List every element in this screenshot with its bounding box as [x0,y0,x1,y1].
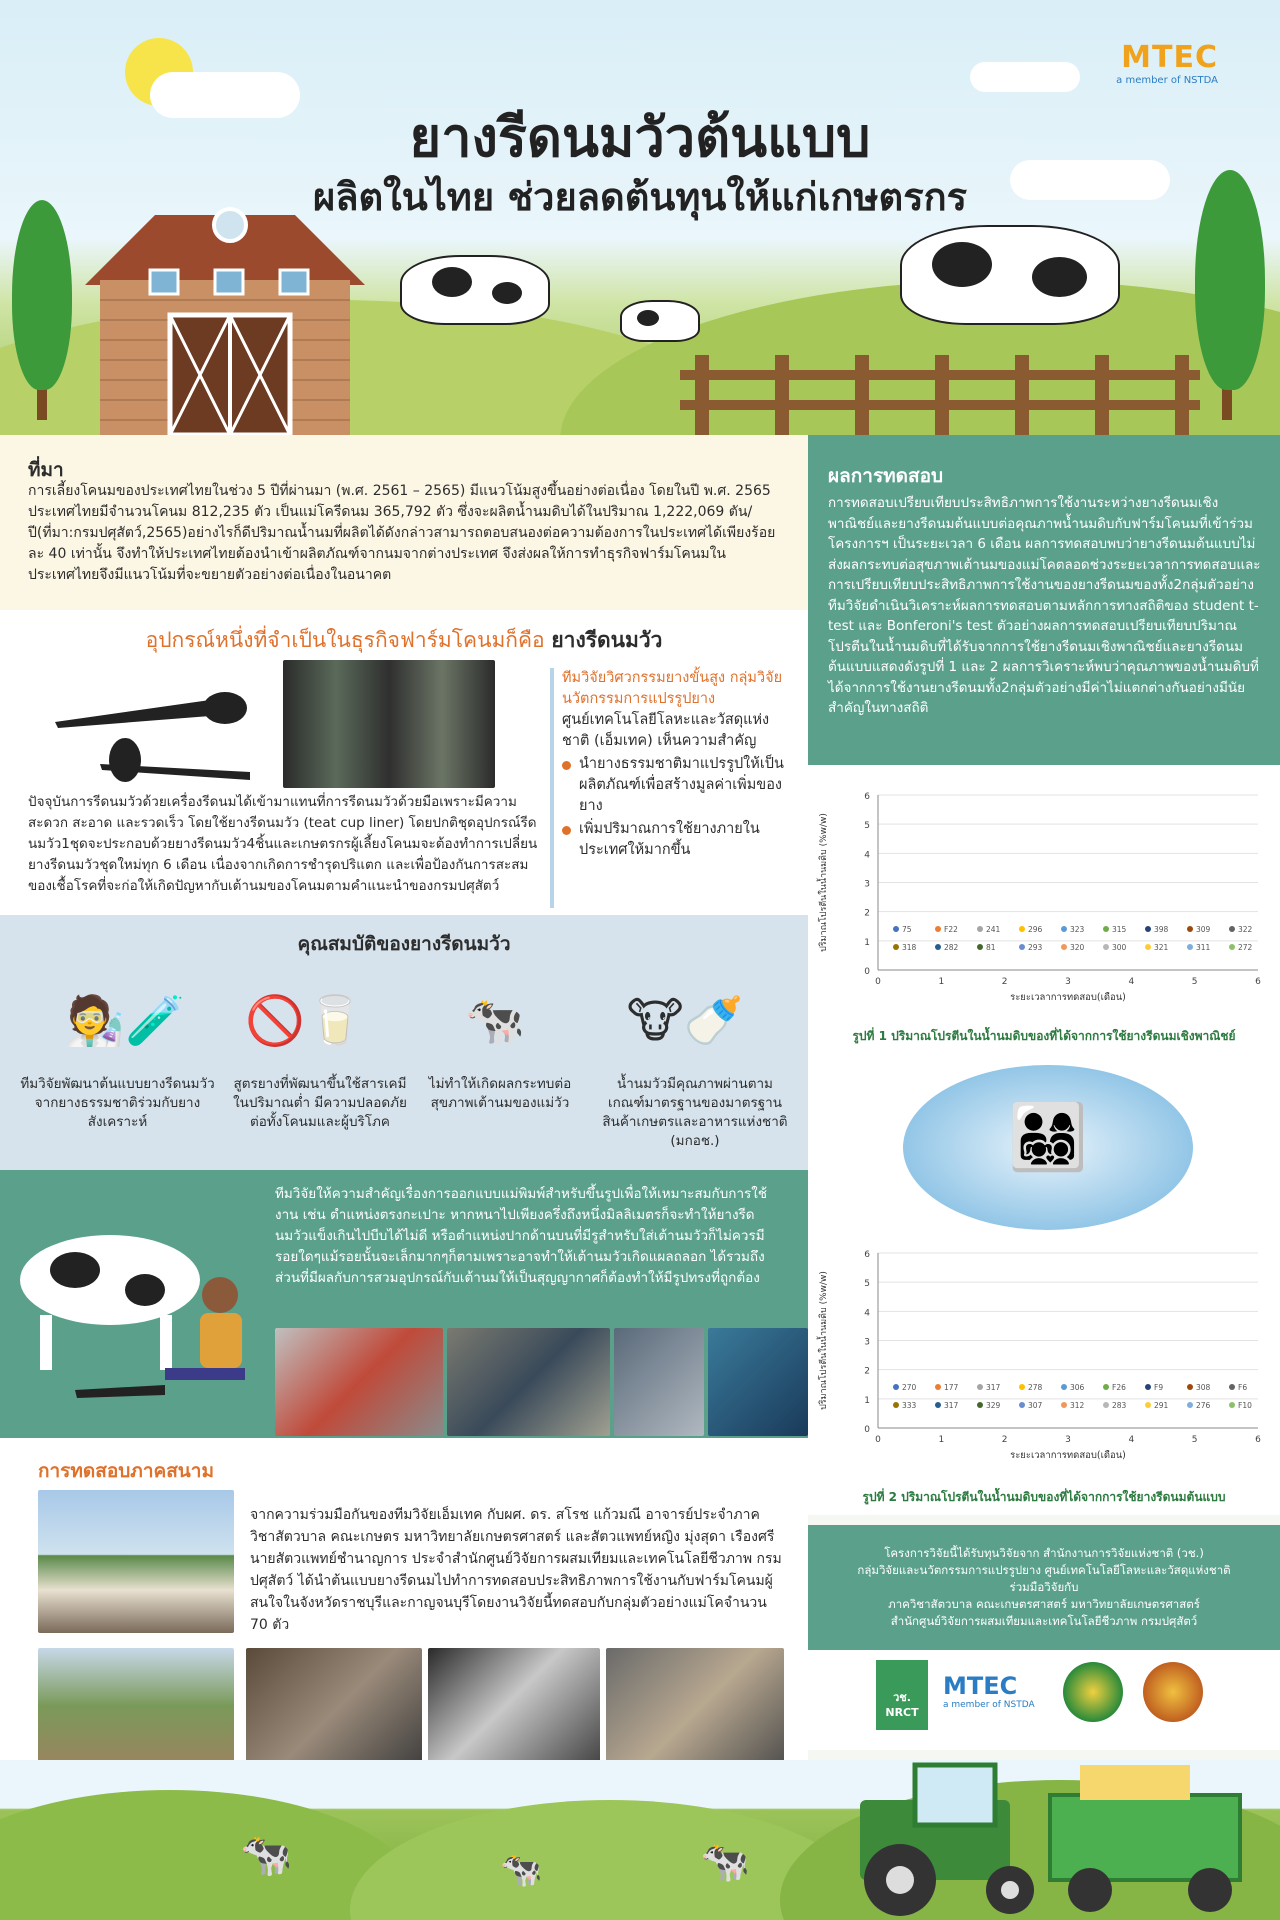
legend-label: 322 [1238,925,1253,934]
results-section [808,435,1280,765]
results-text: การทดสอบเปรียบเทียบประสิทธิภาพการใช้งานระหว่างยางรีดนมเชิงพาณิชย์และยางรีดนมต้นแบบต่อคุณภาพน้ำนมดิบกับฟาร์มโคนมที่เข้าร่วมโครงการฯ เป็นระยะเวลา 6 เดือน ผลการทดสอบพบว่ายางรีดนมต้นแบบไม่ส่งผลกระทบต่อสุขภาพเต้านมของแม่โคตลอดช่วงระยะเวลาการทดสอบและการเปรียบเทียบประสิทธิภาพการใช้งานของยางรีดนมของทั้ง2กลุ่มตัวอย่างทีมวิจัยดำเนินวิเคราะห์ผลการทดสอบตามหลักการทางสถิติของ student t-test และ Bonferoni's test ตัวอย่างผลการทดสอบเปรียบเทียบปริมาณโปรตีนในน้ำนมดิบที่ได้รับจากการใช้ยางรีดนมเชิงพาณิชย์และยางรีดนมต้นแบบแสดงดังรูปที่ 1 และ 2 ผลการวิเคราะห์พบว่าคุณภาพของน้ำนมดิบที่ได้จากการใช้งานยางรีดนมทั้ง2กลุ่มตัวอย่างมีค่าไม่แตกต่างกันอย่างมีนัยสำคัญในทางสถิติ [828,495,1261,716]
legend-marker [977,1384,983,1390]
y-tick-label: 0 [864,967,870,977]
y-axis-label: ปริมาณโปรตีนในน้ำนมดิบ (%w/w) [819,813,829,952]
calf-icon [620,300,700,342]
chart-1-caption: รูปที่ 1 ปริมาณโปรตีนในน้ำนมดิบของที่ได้จากการใช้ยางรีดนมเชิงพาณิชย์ [852,1029,1236,1043]
legend-marker [1103,1402,1109,1408]
cow-shed-photo [606,1648,784,1776]
y-tick-label: 6 [864,1250,870,1260]
equipment-text: ปัจจุบันการรีดนมวัวด้วยเครื่องรีดนมได้เข้ามาแทนที่การรีดนมวัวด้วยมือเพราะมีความสะดวก สะอาด และรวดเร็ว โดยใช้ยางรีดนมวัว (teat cup liner) โดยปกติชุดอุปกรณ์รีดนมวัว1ชุดจะประกอบด้วยยางรีดนมวัว4ชิ้นและเกษตรกรผู้เลี้ยงโคนมจะต้องทำการเปลี่ยนยางรีดนมวัวชุดใหม่ทุก 6 เดือน เนื่องจากเกิดการชำรุดปริแตก และเพื่อป้องกันการสะสมของเชื้อโรคที่จะก่อให้เกิดปัญหากับเต้านมของโคนมตามคำแนะนำของกรมปศุสัตว์ [28,794,538,894]
legend-marker [893,944,899,950]
x-axis-label: ระยะเวลาการทดสอบ(เดือน) [1010,992,1126,1003]
y-tick-label: 5 [864,821,870,832]
mtec-logo: MTEC a member of NSTDA [943,1672,1035,1710]
legend-label: 283 [1112,1401,1127,1410]
cow-icon: 🐄 [465,992,525,1049]
y-tick-label: 5 [864,1279,870,1290]
team-box [562,668,794,861]
legend-label: 81 [986,943,996,952]
x-tick-label: 6 [1255,977,1261,987]
hero-banner [0,0,1280,435]
equipment-heading: อุปกรณ์หนึ่งที่จำเป็นในธุรกิจฟาร์มโคนมก็คือ ยางรีดนมวัว [145,628,663,652]
tree-icon [1195,170,1265,390]
legend-label: 333 [902,1401,917,1410]
cloud-icon [970,62,1080,92]
legend-marker [1187,1384,1193,1390]
field-text: จากความร่วมมือกันของทีมวิจัยเอ็มเทค กับผศ. ดร. สโรช แก้วมณี อาจารย์ประจำภาควิชาสัตวบาล คณะเกษตร มหาวิทยาลัยเกษตรศาสตร์ และสัตวแพทย์หญิง มุ่งสุดา เรืองศรีนายสัตวแพทย์ชำนาญการ ประจำสำนักศูนย์วิจัยการผสมเทียมและเทคโนโลยีชีวภาพ กรมปศุสัตว์ ได้นำต้นแบบยางรีดนมไปทำการทดสอบประสิทธิภาพการใช้งานกับฟาร์มโคนมผู้สนใจในจังหวัดราชบุรีและกาญจนบุรีโดยงานวิจัยนี้ทดสอบกับกลุ่มตัวอย่างแม่โคจำนวน 70 ตัว [250,1507,782,1633]
cow-icon: 🐄 [500,1850,543,1890]
legend-marker [1145,926,1151,932]
milk-bottles-icon: 🐮🍼 [626,992,744,1049]
tree-icon [12,200,72,390]
cow-icon: 🐄 [240,1830,293,1879]
charts-area [808,765,1280,1515]
scientist-lab-icon: 🧑‍🔬🧪 [65,992,185,1049]
legend-label: F22 [944,925,958,934]
funding-section [808,1525,1280,1650]
legend-marker [935,926,941,932]
legend-label: 75 [902,925,912,934]
legend-label: 317 [986,1383,1001,1392]
partner-logos [808,1650,1280,1750]
cow-icon [900,225,1120,325]
family-drinking-milk-illustration: 👨‍👩‍👧‍👦 [903,1065,1193,1230]
kasetsart-university-logo [1063,1662,1123,1722]
y-tick-label: 4 [864,850,870,861]
barn-icon [75,175,375,435]
legend-label: 307 [1028,1401,1043,1410]
fence-icon [680,345,1200,435]
legend-label: 317 [944,1401,959,1410]
legend-label: 291 [1154,1401,1169,1410]
results-heading: ผลการทดสอบ [828,465,944,487]
legend-label: 270 [902,1383,917,1392]
legend-label: 241 [986,925,1001,934]
x-tick-label: 6 [1255,1435,1261,1445]
legend-marker [977,1402,983,1408]
x-tick-label: 1 [938,1435,945,1445]
property-item: ไม่ทำให้เกิดผลกระทบต่อสุขภาพเต้านมของแม่วัว [428,1076,572,1111]
legend-marker [1019,944,1025,950]
legend-label: 306 [1070,1383,1085,1392]
chart-2 [808,1243,1280,1483]
machine-photo [614,1328,704,1436]
footer-scene [0,1760,1280,1920]
legend-label: F6 [1238,1383,1248,1392]
legend-marker [1229,1384,1235,1390]
properties-heading: คุณสมบัติของยางรีดนมวัว [297,933,511,955]
legend-label: 276 [1196,1401,1211,1410]
y-tick-label: 1 [864,937,870,948]
legend-marker [1019,1384,1025,1390]
legend-marker [1061,944,1067,950]
x-tick-label: 5 [1191,977,1198,987]
legend-marker [1103,926,1109,932]
property-item: สูตรยางที่พัฒนาขึ้นใช้สารเคมีในปริมาณต่ำ มีความปลอดภัยต่อทั้งโคนมและผู้บริโภค [233,1076,407,1130]
legend-marker [1019,1402,1025,1408]
cow-icon [400,255,550,325]
legend-marker [1187,1402,1193,1408]
field-heading: การทดสอบภาคสนาม [38,1460,214,1482]
team-bullet: เพิ่มปริมาณการใช้ยางภายในประเทศให้มากขึ้น [562,819,794,861]
chart-1 [808,785,1280,1025]
farmer-milking-cow-icon [15,1210,250,1420]
legend-label: 323 [1070,925,1085,934]
origin-heading: ที่มา [28,459,64,481]
legend-label: 312 [1070,1401,1085,1410]
design-section [0,1170,808,1438]
legend-label: 300 [1112,943,1127,952]
livestock-department-logo [1143,1662,1203,1722]
x-axis-label: ระยะเวลาการทดสอบ(เดือน) [1010,1450,1126,1461]
y-tick-label: 2 [864,1366,870,1377]
x-tick-label: 3 [1065,1435,1071,1445]
bullet-icon [562,761,571,770]
origin-text: การเลี้ยงโคนมของประเทศไทยในช่วง 5 ปีที่ผ่านมา (พ.ศ. 2561 – 2565) มีแนวโน้มสูงขึ้นอย่างต่อเนื่อง โดยในปี พ.ศ. 2565 ประเทศไทยมีจำนวนโคนม 812,235 ตัว เป็นแม่โครีดนม 365,792 ตัว ซึ่งจะผลิตน้ำนมดิบได้ในปริมาณ 1,222,069 ตัน/ปี(ที่มา:กรมปศุสัตว์,2565)อย่างไรก็ดีปริมาณน้ำนมที่ผลิตได้ดังกล่าวสามารถตอบสนองต่อความต้องการในประเทศได้เพียงร้อยละ 40 เท่านั้น จึงทำให้ประเทศไทยต้องนำเข้าผลิตภัณฑ์จากนมจากต่างประเทศ จึงส่งผลให้การทำธุรกิจฟาร์มโคนมในประเทศไทยจึงมีแนวโน้มที่จะขยายตัวอย่างต่อเนื่องในอนาคต [28,483,776,583]
legend-marker [893,1402,899,1408]
legend-marker [1187,944,1193,950]
legend-marker [1145,944,1151,950]
nrct-logo: วช. NRCT [876,1660,928,1730]
legend-marker [977,926,983,932]
legend-marker [1145,1402,1151,1408]
x-tick-label: 5 [1191,1435,1198,1445]
legend-label: F10 [1238,1401,1252,1410]
legend-label: 293 [1028,943,1043,952]
page-title: ยางรีดนมวัวต้นแบบ [409,106,871,169]
cows-feeding-photo [428,1648,600,1776]
legend-marker [1229,944,1235,950]
team-bullet: นำยางธรรมชาติมาแปรรูปให้เป็นผลิตภัณฑ์เพื่อสร้างมูลค่าเพิ่มของยาง [562,754,794,817]
origin-section [0,435,808,610]
y-tick-label: 0 [864,1425,870,1435]
y-tick-label: 2 [864,908,870,919]
field-test-section [0,1438,808,1778]
milk-carton-icon: 🚫🥛 [245,992,365,1049]
y-tick-label: 1 [864,1395,870,1406]
legend-marker [893,926,899,932]
legend-label: 321 [1154,943,1169,952]
legend-marker [935,944,941,950]
bullet-icon [562,826,571,835]
legend-label: 315 [1112,925,1127,934]
legend-marker [1103,1384,1109,1390]
legend-label: 318 [902,943,917,952]
team-heading: ทีมวิจัยวิศวกรรมยางขั้นสูง กลุ่มวิจัยนวัตกรรมการแปรรูปยาง [562,670,783,707]
legend-label: 296 [1028,925,1043,934]
mtec-logo: MTEC a member of NSTDA [1116,40,1218,86]
legend-label: 309 [1196,925,1211,934]
legend-label: 308 [1196,1383,1211,1392]
x-tick-label: 2 [1001,977,1008,987]
x-tick-label: 3 [1065,977,1071,987]
legend-label: 329 [986,1401,1001,1410]
legend-marker [1187,926,1193,932]
equipment-section [0,610,808,915]
legend-marker [1061,1384,1067,1390]
legend-marker [1229,1402,1235,1408]
team-sub: ศูนย์เทคโนโลยีโลหะและวัสดุแห่งชาติ (เอ็มเทค) เห็นความสำคัญ [562,712,770,749]
milking-machine-photo [283,660,495,788]
design-text: ทีมวิจัยให้ความสำคัญเรื่องการออกแบบแม่พิมพ์สำหรับขึ้นรูปเพื่อให้เหมาะสมกับการใช้งาน เช่น ตำแหน่งตรงกะเปาะ หากหนาไปเพียงครึ่งถึงหนึ่งมิลลิเมตรก็จะทำให้ยางรีดนมวัวแข็งเกินไปบีบได้ไม่ดี หรือตำแหน่งปากด้านบนที่มีรูสำหรับใส่เต้านมวัวก็ไม่ควรมีรอยใดๆแม้รอยนั้นจะเล็กมากๆก็ตามเพราะอาจทำให้เต้านมวัวเกิดแผลถลอก ได้รวมถึงส่วนที่มีผลกับการสวมอุปกรณ์กับเต้านมให้เป็นสุญญากาศก็ต้องทำให้มีรูปทรงที่ถูกต้อง [275,1186,768,1286]
y-axis-label: ปริมาณโปรตีนในน้ำนมดิบ (%w/w) [819,1271,829,1410]
legend-marker [935,1384,941,1390]
legend-marker [1019,926,1025,932]
legend-label: 272 [1238,943,1253,952]
y-tick-label: 3 [864,879,870,890]
y-tick-label: 3 [864,1337,870,1348]
legend-marker [1229,926,1235,932]
property-item: ทีมวิจัยพัฒนาต้นแบบยางรีดนมวัวจากยางธรรมชาติร่วมกับยางสังเคราะห์ [20,1076,215,1130]
properties-section [0,915,808,1170]
cow-icon: 🐄 [700,1839,750,1885]
legend-marker [935,1402,941,1408]
legend-label: 320 [1070,943,1085,952]
farm-office-photo [38,1490,234,1633]
chart-2-caption: รูปที่ 2 ปริมาณโปรตีนในน้ำนมดิบของที่ได้จากการใช้ยางรีดนมต้นแบบ [862,1490,1226,1504]
legend-label: F26 [1112,1383,1126,1392]
y-tick-label: 4 [864,1308,870,1319]
x-tick-label: 4 [1128,1435,1135,1445]
funding-text: โครงการวิจัยนี้ได้รับทุนวิจัยจาก สำนักงานการวิจัยแห่งชาติ (วช.) กลุ่มวิจัยและนวัตกรรมการแปรรูปยาง ศูนย์เทคโนโลยีโลหะและวัสดุแห่งชาติ ร่วมมือวิจัยกับ ภาควิชาสัตวบาล คณะเกษตรศาสตร์ มหาวิทยาลัยเกษตรศาสตร์ สำนักศูนย์วิจัยการผสมเทียมและเทคโนโลยีชีวภาพ กรมปศุสัตว์ [857,1546,1231,1628]
worker-photo [447,1328,610,1436]
legend-marker [893,1384,899,1390]
cow-barn-photo [246,1648,422,1776]
legend-marker [1103,944,1109,950]
x-tick-label: 0 [875,1435,881,1445]
legend-marker [1061,926,1067,932]
page-subtitle: ผลิตในไทย ช่วยลดต้นทุนให้แก่เกษตรกร [312,175,968,219]
legend-marker [1145,1384,1151,1390]
legend-label: 398 [1154,925,1169,934]
x-tick-label: 0 [875,977,881,987]
y-tick-label: 6 [864,792,870,802]
property-item: น้ำนมวัวมีคุณภาพผ่านตามเกณฑ์มาตรฐานของมาตรฐานสินค้าเกษตรและอาหารแห่งชาติ (มกอช.) [602,1076,788,1149]
farm-sign-photo [38,1648,234,1776]
legend-label: 278 [1028,1383,1043,1392]
inspection-photo [708,1328,808,1436]
x-tick-label: 1 [938,977,945,987]
mold-photo [275,1328,443,1436]
tractor-icon [840,1755,1250,1920]
legend-label: 311 [1196,943,1211,952]
legend-marker [1061,1402,1067,1408]
legend-marker [977,944,983,950]
legend-label: F9 [1154,1383,1164,1392]
x-tick-label: 4 [1128,977,1135,987]
legend-label: 177 [944,1383,959,1392]
teat-cup-liner-icon [50,672,270,782]
x-tick-label: 2 [1001,1435,1008,1445]
legend-label: 282 [944,943,959,952]
